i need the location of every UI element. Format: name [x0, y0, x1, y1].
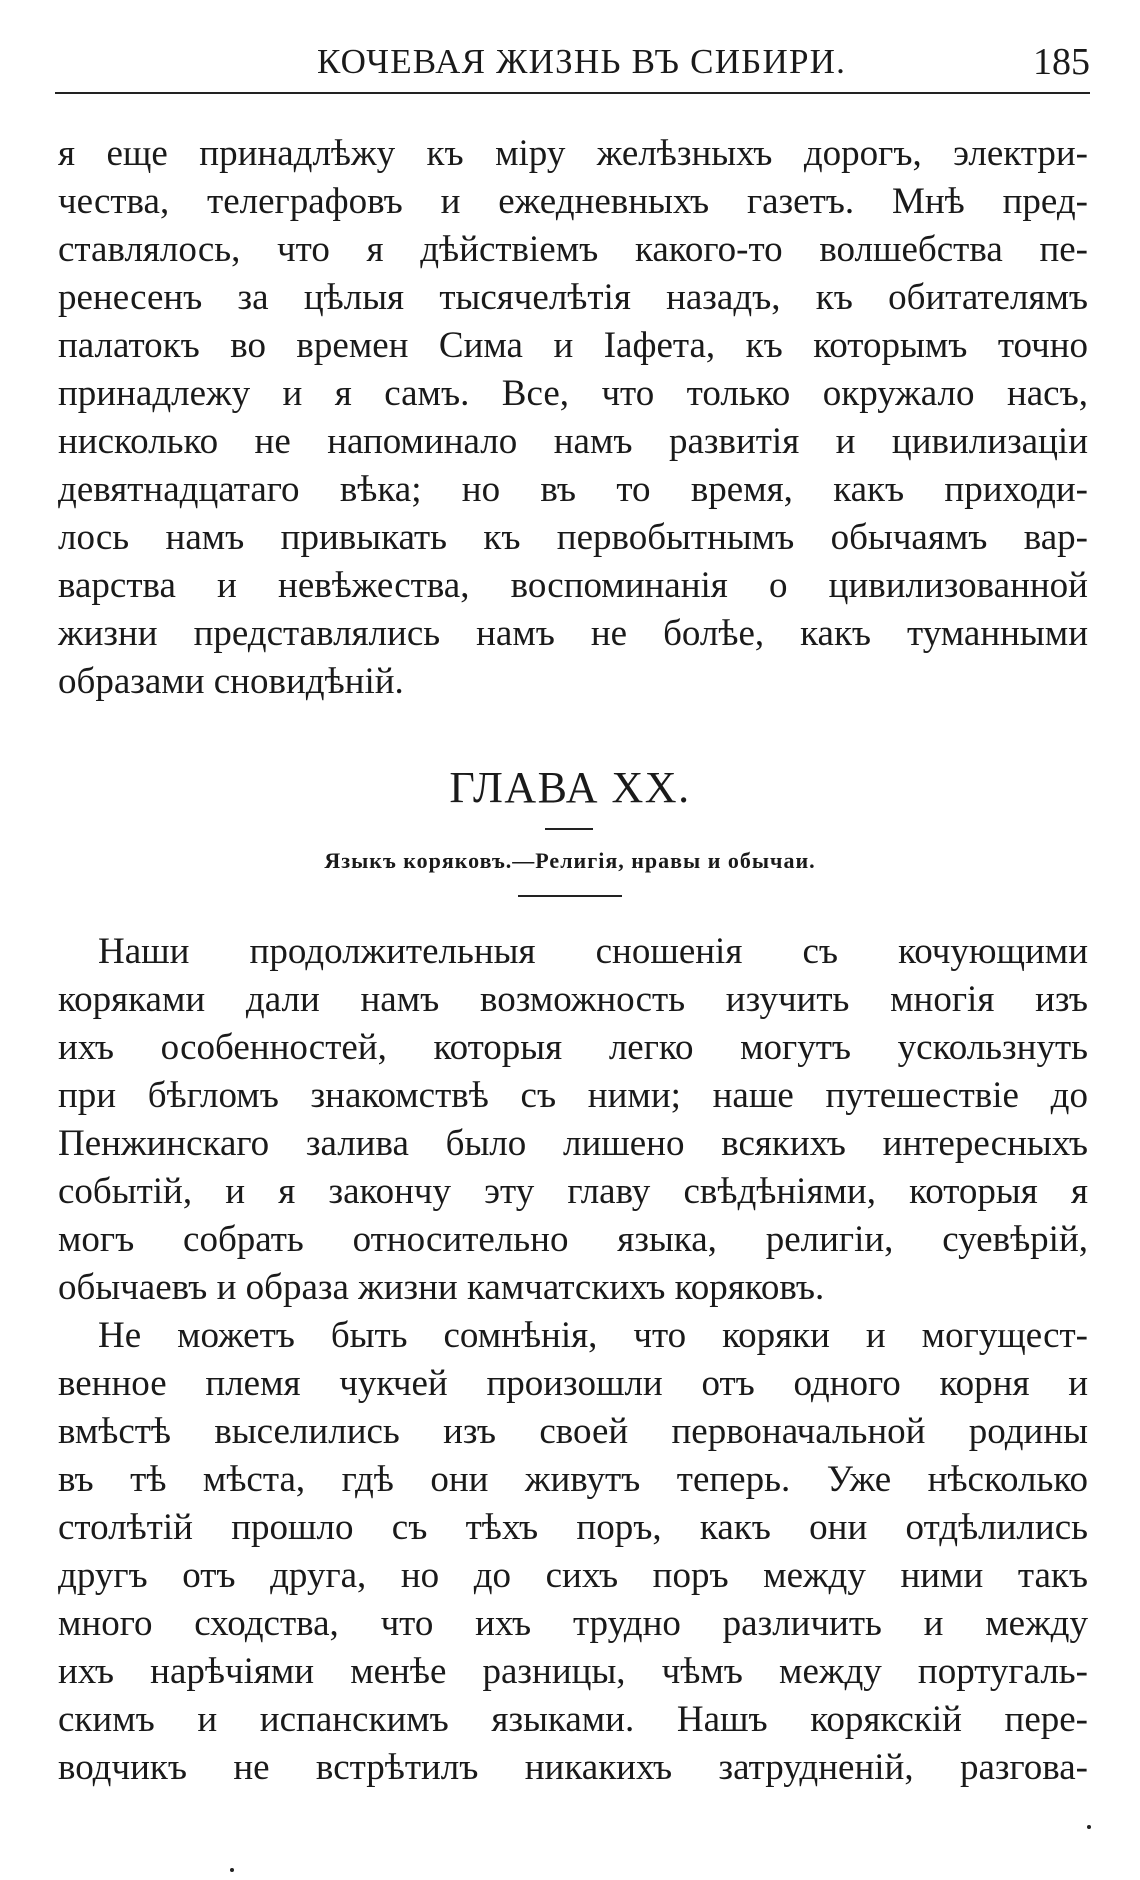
text-line: могъ собрать относительно языка, религіи, суевѣрій,	[58, 1219, 1088, 1260]
text-line: Пенжинскаго залива было лишено всякихъ интересныхъ	[58, 1123, 1088, 1164]
text-line: ставлялось, что я дѣйствіемъ какого-то волшебства пе-	[58, 229, 1088, 270]
text-line: вмѣстѣ выселились изъ своей первоначальной родины	[58, 1411, 1088, 1452]
text-line: столѣтій прошло съ тѣхъ поръ, какъ они отдѣлились	[58, 1507, 1088, 1548]
running-title: КОЧЕВАЯ ЖИЗНЬ ВЪ СИБИРИ.	[317, 42, 847, 81]
text-line: другъ отъ друга, но до сихъ поръ между ними такъ	[58, 1555, 1088, 1596]
paragraph	[58, 1312, 1088, 1792]
text-line: скимъ и испанскимъ языками. Нашъ корякскій пере-	[58, 1699, 1088, 1740]
text-line: варства и невѣжества, воспоминанія о цивилизованной	[58, 565, 1088, 606]
text-line: чества, телеграфовъ и ежедневныхъ газетъ. Мнѣ пред-	[58, 181, 1088, 222]
text-line: нисколько не напоминало намъ развитія и цивилизаціи	[58, 421, 1088, 462]
text-line: ихъ нарѣчіями менѣе разницы, чѣмъ между португаль-	[58, 1651, 1088, 1692]
paragraph-continued	[58, 130, 1088, 706]
text-line: девятнадцатаго вѣка; но въ то время, какъ приходи-	[58, 469, 1088, 510]
text-line: много сходства, что ихъ трудно различить и между	[58, 1603, 1088, 1644]
text-line: лось намъ привыкать къ первобытнымъ обычаямъ вар-	[58, 517, 1088, 558]
text-line: Наши продолжительныя сношенія съ кочующими	[98, 931, 1088, 972]
text-line: ренесенъ за цѣлыя тысячелѣтія назадъ, къ обитателямъ	[58, 277, 1088, 318]
text-line: обычаевъ и образа жизни камчатскихъ коряковъ.	[58, 1267, 825, 1308]
text-line: образами сновидѣній.	[58, 661, 404, 702]
text-line: жизни представлялись намъ не болѣе, какъ туманными	[58, 613, 1088, 654]
text-line: водчикъ не встрѣтилъ никакихъ затрудненій, разгова-	[58, 1747, 1088, 1788]
paragraph	[58, 928, 1088, 1312]
text-line: при бѣгломъ знакомствѣ съ ними; наше путешествіе до	[58, 1075, 1088, 1116]
chapter-title: ГЛАВА XX.	[449, 763, 691, 812]
text-line: событій, и я закончу эту главу свѣдѣніями, которыя я	[58, 1171, 1088, 1212]
text-line: я еще принадлѣжу къ міру желѣзныхъ дорогъ, электри-	[58, 133, 1088, 174]
running-header	[55, 40, 1090, 94]
text-line: принадлежу и я самъ. Все, что только окружало насъ,	[58, 373, 1088, 414]
print-speck	[1087, 1825, 1091, 1829]
text-line: въ тѣ мѣста, гдѣ они живутъ теперь. Уже нѣсколько	[58, 1459, 1088, 1500]
page-number: 185	[1033, 41, 1090, 83]
text-line: венное племя чукчей произошли отъ одного корня и	[58, 1363, 1088, 1404]
text-line: палатокъ во времен Сима и Іафета, къ которымъ точно	[58, 325, 1088, 366]
text-line: ихъ особенностей, которыя легко могутъ ускользнуть	[58, 1027, 1088, 1068]
print-speck	[230, 1868, 234, 1872]
text-line: коряками дали намъ возможность изучить многія изъ	[58, 979, 1088, 1020]
text-line: Не можетъ быть сомнѣнія, что коряки и могущест-	[98, 1315, 1088, 1356]
chapter-summary: Языкъ коряковъ.—Религія, нравы и обычаи.	[324, 848, 816, 873]
summary-divider	[518, 895, 622, 897]
title-divider	[545, 828, 593, 830]
